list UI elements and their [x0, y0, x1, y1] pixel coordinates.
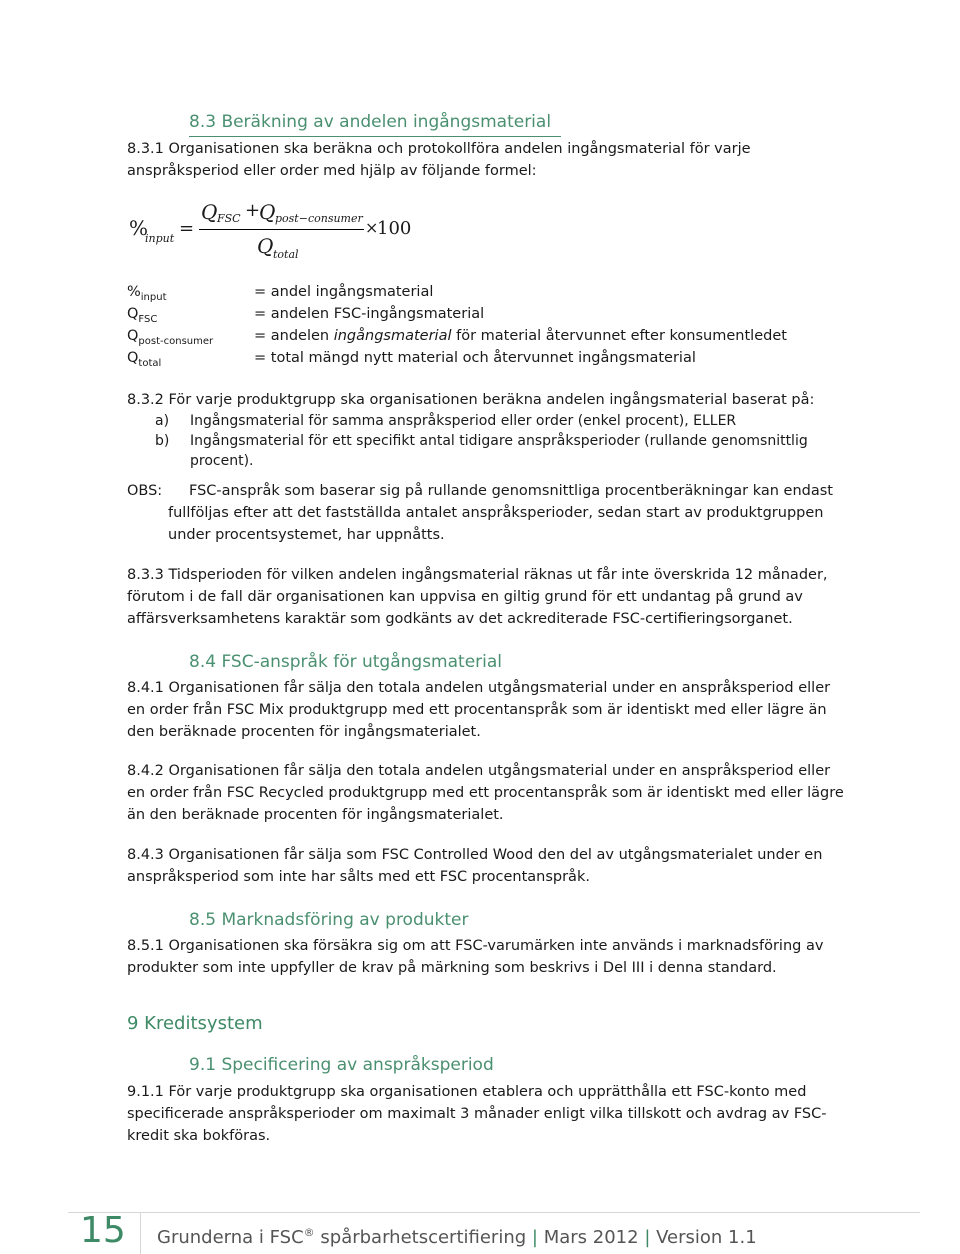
footer-rule	[68, 1212, 920, 1213]
formula-equals: =	[179, 218, 195, 239]
list-item-marker: b)	[155, 433, 170, 449]
paragraph-8-4-3: 8.4.3 Organisationen får sälja som FSC Controlled Wood den del av utgångsmaterialet under en anspråksperiod som inte har sålts med ett FSC procentanspråk.	[127, 847, 823, 885]
formula-q-post: Q	[259, 200, 276, 224]
definition-desc: = andel ingångsmaterial	[254, 284, 434, 300]
definition-row: $Q_{post-consumer}$	[127, 328, 214, 347]
section-heading-8-4: 8.4 FSC-anspråk för utgångsmaterial	[189, 652, 503, 672]
heading-underline	[189, 136, 561, 137]
list-item: Ingångsmaterial för samma anspråksperiod eller order (enkel procent), ELLER	[190, 413, 737, 429]
list-item: Ingångsmaterial för ett specifikt antal tidigare anspråksperioder (rullande genomsnittlig procent).	[190, 433, 808, 469]
obs-text: fullföljas efter att det fastställda antalet anspråksperioder, sedan start av produktgruppen under procentsystemet, har uppnåtts.	[168, 505, 824, 543]
formula-post-sub: post−consumer	[275, 212, 363, 225]
formula-input-sub: input	[145, 232, 175, 245]
definition-desc: = andelen FSC-ingångsmaterial	[254, 306, 485, 322]
definition-desc: = andelen ingångsmaterial för material återvunnet efter konsumentledet	[254, 328, 787, 344]
definition-desc: = total mängd nytt material och återvunnet ingångsmaterial	[254, 350, 696, 366]
obs-label: OBS:	[127, 483, 163, 499]
definition-row: $Q_{total}$	[127, 350, 162, 369]
paragraph-8-3-3: 8.3.3 Tidsperioden för vilken andelen ingångsmaterial räknas ut får inte överskrida 12 månader, förutom i de fall där organisationen kan uppvisa en giltig grund för ett undantag på grund av affärsverksamhetens karaktär som godkänts av det ackrediterade FSC-certifieringsorganet.	[127, 567, 828, 627]
formula-times: ×	[365, 218, 379, 237]
formula-percent: %	[129, 216, 149, 240]
paragraph-8-4-1: 8.4.1 Organisationen får sälja den totala andelen utgångsmaterial under en anspråksperiod eller en order från FSC Mix produktgrupp med ett procentanspråk som är identiskt med eller lägre än den beräknade procenten för ingångsmaterialet.	[127, 680, 831, 740]
formula-fsc-sub: FSC	[217, 212, 241, 225]
section-heading-8-3: 8.3 Beräkning av andelen ingångsmaterial	[189, 112, 552, 132]
paragraph-9-1-1: 9.1.1 För varje produktgrupp ska organisationen etablera och upprätthålla ett FSC-konto med specificerade anspråksperioder om maximalt 3 månader enligt vilka tillskott och avdrag av FSC- kredit ska bokföras.	[127, 1084, 827, 1144]
formula-total-sub: total	[273, 248, 299, 261]
formula-q-fsc: Q	[201, 200, 218, 224]
list-item-marker: a)	[155, 413, 170, 429]
definition-row: $Q_{FSC}$	[127, 306, 158, 325]
section-heading-9: 9 Kreditsystem	[127, 1013, 263, 1034]
footer-divider	[140, 1212, 141, 1254]
paragraph-8-5-1: 8.5.1 Organisationen ska försäkra sig om att FSC-varumärken inte används i marknadsföring av produkter som inte uppfyller de krav på märkning som beskrivs i Del III i denna standard.	[127, 938, 824, 976]
paragraph-8-4-2: 8.4.2 Organisationen får sälja den totala andelen utgångsmaterial under en anspråksperiod eller en order från FSC Recycled produktgrupp med ett procentanspråk som är identiskt med eller lägre än den beräknade procenten för ingångsmaterialet.	[127, 763, 844, 823]
definition-row: $\%_{input}$	[127, 284, 167, 303]
footer-title: Grunderna i FSC® spårbarhetscertifiering | Mars 2012 | Version 1.1	[157, 1226, 757, 1248]
obs-text: FSC-anspråk som baserar sig på rullande genomsnittliga procentberäkningar kan endast	[189, 483, 833, 499]
section-heading-9-1: 9.1 Specificering av anspråksperiod	[189, 1055, 494, 1075]
formula-hundred: 100	[377, 218, 412, 239]
fraction-bar	[199, 229, 364, 230]
paragraph-8-3-2: 8.3.2 För varje produktgrupp ska organisationen beräkna andelen ingångsmaterial baserat på:	[127, 392, 815, 408]
paragraph-8-3-1: 8.3.1 Organisationen ska beräkna och protokollföra andelen ingångsmaterial för varje anspråksperiod eller order med hjälp av följande formel:	[127, 141, 751, 179]
formula-plus: +	[245, 200, 261, 221]
section-heading-8-5: 8.5 Marknadsföring av produkter	[189, 910, 469, 930]
formula-q-total: Q	[257, 234, 274, 258]
page-number: 15	[80, 1210, 126, 1251]
formula	[127, 196, 427, 268]
